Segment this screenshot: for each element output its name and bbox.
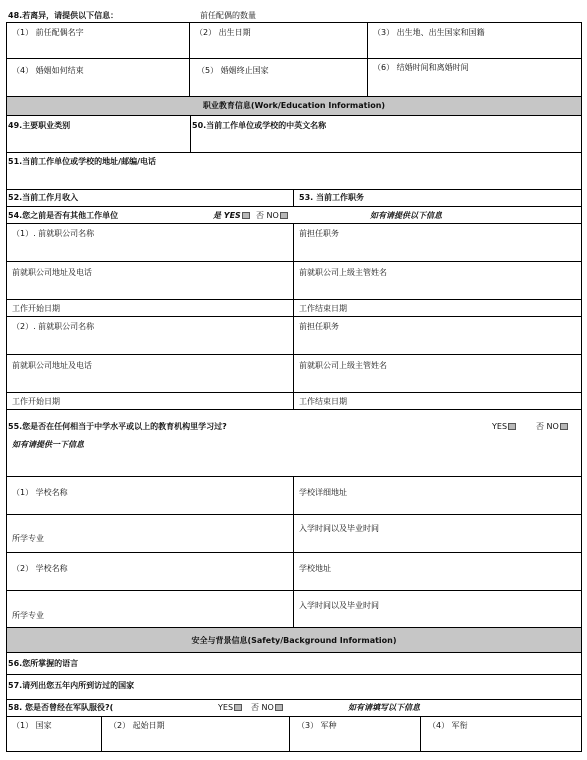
- field-marriage-divorce-dates[interactable]: （6） 结婚时间和离婚时间: [373, 63, 469, 72]
- q58-provide-note: 如有请填写以下信息: [348, 703, 420, 712]
- field-military-rank[interactable]: （4） 军衔: [428, 721, 468, 730]
- q58-label: 58. 您是否曾经在军队服役?(: [8, 703, 114, 712]
- q48-count-label: 前任配偶的数量: [200, 11, 256, 20]
- field-prev-employer2-start[interactable]: 工作开始日期: [12, 397, 60, 406]
- q58-no-checkbox[interactable]: [275, 704, 283, 711]
- q54-yes-checkbox[interactable]: [242, 212, 250, 219]
- field-former-spouse-dob[interactable]: （2） 出生日期: [195, 28, 251, 37]
- field-prev-employer2-supervisor[interactable]: 前就职公司上级主管姓名: [299, 361, 387, 370]
- field-countries-visited[interactable]: 57.请列出您五年内所到访过的国家: [8, 681, 135, 690]
- field-marriage-end-country[interactable]: （5） 婚姻终止国家: [197, 66, 269, 75]
- field-prev-employer2-title[interactable]: 前担任职务: [299, 322, 339, 331]
- field-prev-employer1-title[interactable]: 前担任职务: [299, 229, 339, 238]
- field-school1-dates[interactable]: 入学时间以及毕业时间: [299, 524, 379, 533]
- field-school1-address[interactable]: 学校详细地址: [299, 488, 347, 497]
- field-school2-dates[interactable]: 入学时间以及毕业时间: [299, 601, 379, 610]
- field-occupation-category[interactable]: 49.主要职业类别: [8, 121, 71, 130]
- field-prev-employer1-name[interactable]: （1）. 前就职公司名称: [12, 229, 95, 238]
- q55-no-checkbox[interactable]: [560, 423, 568, 430]
- q55-yes-option[interactable]: YES: [492, 422, 516, 432]
- field-school1-name[interactable]: （1） 学校名称: [12, 488, 68, 497]
- q48-label: 48.若离异，请提供以下信息：: [8, 11, 119, 20]
- field-prev-employer1-address[interactable]: 前就职公司地址及电话: [12, 268, 92, 277]
- section-header-work-education: 职业教育信息(Work/Education Information): [6, 96, 582, 116]
- field-school2-major[interactable]: 所学专业: [12, 611, 44, 620]
- field-prev-employer2-end[interactable]: 工作结束日期: [299, 397, 347, 406]
- q58-yes-option[interactable]: YES: [218, 703, 242, 713]
- field-former-spouse-name[interactable]: （1） 前任配偶名字: [12, 28, 84, 37]
- field-school1-major[interactable]: 所学专业: [12, 534, 44, 543]
- field-school2-name[interactable]: （2） 学校名称: [12, 564, 68, 573]
- field-prev-employer1-end[interactable]: 工作结束日期: [299, 304, 347, 313]
- field-military-branch[interactable]: （3） 军种: [297, 721, 337, 730]
- q55-provide-note: 如有请提供一下信息: [12, 440, 84, 449]
- field-prev-employer1-supervisor[interactable]: 前就职公司上级主管姓名: [299, 268, 387, 277]
- field-prev-employer2-name[interactable]: （2）. 前就职公司名称: [12, 322, 95, 331]
- q55-no-option[interactable]: 否 NO: [536, 422, 568, 432]
- q54-yes-option[interactable]: 是 YES: [213, 211, 250, 221]
- field-prev-employer1-start[interactable]: 工作开始日期: [12, 304, 60, 313]
- q58-no-option[interactable]: 否 NO: [251, 703, 283, 713]
- field-current-job-title[interactable]: 53. 当前工作职务: [299, 193, 364, 202]
- field-current-employer-name[interactable]: 50.当前工作单位或学校的中英文名称: [192, 121, 327, 130]
- q54-no-checkbox[interactable]: [280, 212, 288, 219]
- q58-yes-checkbox[interactable]: [234, 704, 242, 711]
- field-marriage-end-how[interactable]: （4） 婚姻如何结束: [12, 66, 84, 75]
- q54-no-option[interactable]: 否 NO: [256, 211, 288, 221]
- section-header-safety-background: 安全与背景信息(Safety/Background Information): [6, 627, 582, 653]
- field-current-employer-address[interactable]: 51.当前工作单位或学校的地址/邮编/电话: [8, 157, 157, 166]
- q55-yes-checkbox[interactable]: [508, 423, 516, 430]
- q54-label: 54.您之前是否有其他工作单位: [8, 211, 119, 220]
- field-military-dates[interactable]: （2） 起始日期: [109, 721, 165, 730]
- q55-label: 55.您是否在任何相当于中学水平或以上的教育机构里学习过?: [8, 422, 227, 431]
- q54-provide-note: 如有请提供以下信息: [370, 211, 442, 220]
- field-military-country[interactable]: （1） 国家: [12, 721, 52, 730]
- field-prev-employer2-address[interactable]: 前就职公司地址及电话: [12, 361, 92, 370]
- field-former-spouse-birthplace[interactable]: （3） 出生地、出生国家和国籍: [373, 28, 485, 37]
- field-languages[interactable]: 56.您所掌握的语言: [8, 659, 79, 668]
- visa-application-form: [6, 6, 582, 754]
- field-monthly-income[interactable]: 52.当前工作月收入: [8, 193, 79, 202]
- field-school2-address[interactable]: 学校地址: [299, 564, 331, 573]
